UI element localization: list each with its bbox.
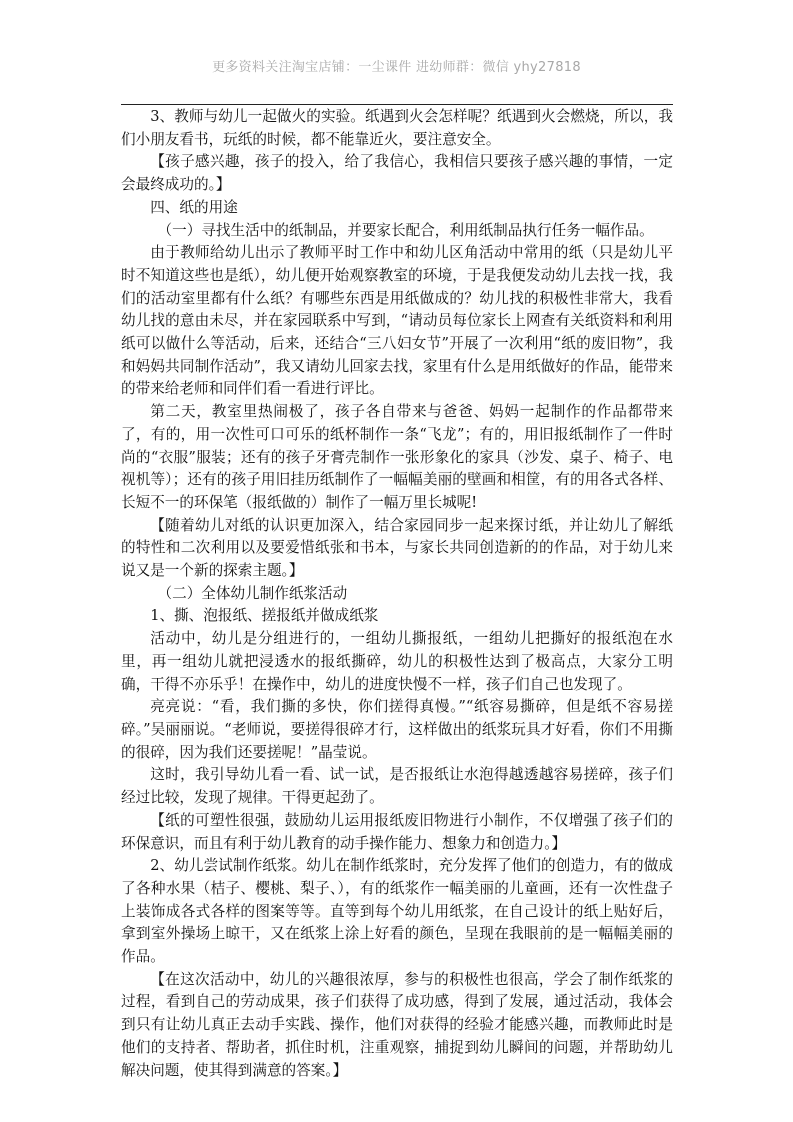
paragraph-second-day: 第二天，教室里热闹极了，孩子各自带来与爸爸、妈妈一起制作的作品都带来了，有的，用一次性可口可乐的纸杯制作一条“飞龙”；有的，用旧报纸制作了一件时尚的“衣服”服装；还有的孩子牙膏壳制作一张形象化的家具（沙发、桌子、椅子、电视机等）；还有的孩子用旧挂历纸制作了一幅幅美丽的壁画和相筐，有的用各式各样、长短不一的环保笔（报纸做的）制作了一幅万里长城呢!	[121, 403, 673, 511]
step-tear-soak-rub: 1、撕、泡报纸、搓报纸并做成纸浆	[150, 607, 379, 625]
paragraph-reflection-plasticity: 【纸的可塑性很强，鼓励幼儿运用报纸废旧物进行小制作，不仅增强了孩子们的环保意识，而且有利于幼儿教育的动手操作能力、想象力和创造力。】	[121, 811, 673, 852]
subheading-find-paper-products: （一）寻找生活中的纸制品，并要家长配合，利用纸制品执行任务一幅作品。	[157, 221, 654, 239]
paragraph-fire-experiment: 3、教师与幼儿一起做火的实验。纸遇到火会怎样呢？纸遇到火会燃烧，所以，我们小朋友看书，玩纸的时候，都不能靠近火，要注意安全。	[121, 108, 673, 148]
page-header-watermark: 更多资料关注淘宝店铺：一尘课件 进幼师群：微信 yhy27818	[212, 60, 581, 75]
paragraph-group-work: 活动中，幼儿是分组进行的，一组幼儿撕报纸，一组幼儿把撕好的报纸泡在水里，再一组幼儿就把浸透水的报纸撕碎，幼儿的积极性达到了极高点，大家分工明确，干得不亦乐乎！在操作中，幼儿的进度快慢不一样，孩子们自己也发现了。	[121, 630, 673, 693]
section-heading-paper-uses: 四、纸的用途	[150, 198, 238, 216]
paragraph-observe-classroom: 由于教师给幼儿出示了教师平时工作中和幼儿区角活动中常用的纸（只是幼儿平时不知道这些也是纸），幼儿便开始观察教室的环境，于是我便发动幼儿去找一找，我们的活动室里都有什么纸？有哪些东西是用纸做成的？幼儿找的积极性非常大，我看幼儿找的意由未尽，并在家园联系中写到，“请动员每位家长上网查有关纸资料和利用纸可以做什么等活动，后来，还结合“三八妇女节”开展了一次利用“纸的废旧物”，我和妈妈共同制作活动”，我又请幼儿回家去找，家里有什么是用纸做好的作品，能带来的带来给老师和同伴们看一看进行评比。	[121, 244, 673, 398]
paragraph-children-dialogue: 亮亮说：“看，我们撕的多快，你们搓得真慢。”“纸容易撕碎，但是纸不容易搓碎。”吴丽丽说。“老师说，要搓得很碎才行，这样做出的纸浆玩具才好看，你们不用撕的很碎，因为我们还要搓呢！”晶莹说。	[121, 698, 673, 761]
paragraph-guide-discover: 这时，我引导幼儿看一看、试一试，是否报纸让水泡得越透越容易搓碎，孩子们经过比较，发现了规律。干得更起劲了。	[121, 766, 673, 807]
subheading-paper-pulp-activity: （二）全体幼儿制作纸浆活动	[157, 584, 348, 602]
header-divider	[121, 104, 673, 105]
step-make-pulp: 2、幼儿尝试制作纸浆。幼儿在制作纸浆时，充分发挥了他们的创造力，有的做成了各种水果（桔子、樱桃、梨子、），有的纸浆作一幅美丽的儿童画，还有一次性盘子上装饰成各式各样的图案等等。直等到每个幼儿用纸浆，在自己设计的纸上贴好后，拿到室外操场上晾干，又在纸浆上涂上好看的颜色，呈现在我眼前的是一幅幅美丽的作品。	[121, 857, 673, 966]
paragraph-reflection-home-school: 【随着幼儿对纸的认识更加深入，结合家园同步一起来探讨纸，并让幼儿了解纸的特性和二次利用以及要爱惜纸张和书本，与家长共同创造新的的作品，对于幼儿来说又是一个新的探索主题。】	[121, 516, 673, 580]
paragraph-reflection-interest: 【孩子感兴趣，孩子的投入，给了我信心，我相信只要孩子感兴趣的事情，一定会最终成功的。】	[121, 153, 673, 194]
document-body	[121, 106, 673, 1082]
paragraph-reflection-summary: 【在这次活动中，幼儿的兴趣很浓厚，参与的积极性也很高，学会了制作纸浆的过程，看到自己的劳动成果，孩子们获得了成功感，得到了发展，通过活动，我体会到只有让幼儿真正去动手实践、操作，他们对获得的经验才能感兴趣，而教师此时是他们的支持者、帮助者，抓住时机，注重观察，捕捉到幼儿瞬间的问题，并帮助幼儿解决问题，使其得到满意的答案。】	[121, 970, 673, 1079]
